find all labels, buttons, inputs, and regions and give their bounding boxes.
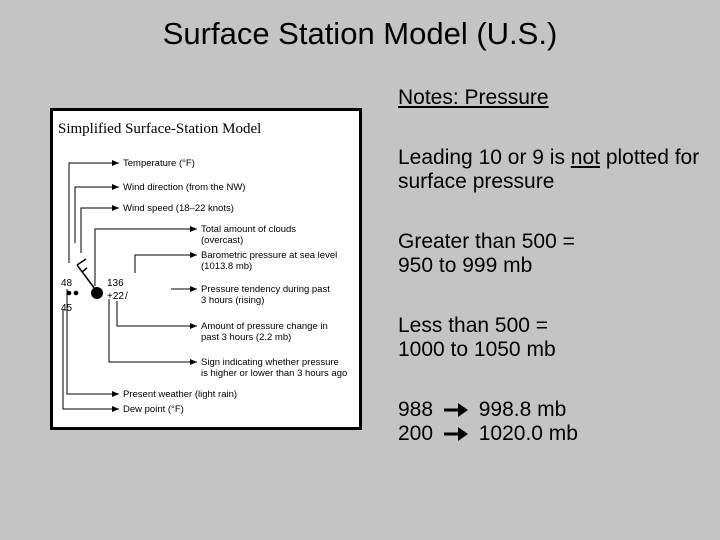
note-emphasis: not: [570, 146, 600, 169]
leader-present-weather: [67, 289, 119, 394]
arrowhead: [112, 406, 119, 412]
label-pressure-change-detail: past 3 hours (2.2 mb): [201, 332, 292, 343]
label-pressure-sign: Sign indicating whether pressure: [201, 357, 339, 368]
rain-dot: [74, 291, 79, 296]
rain-dot: [67, 291, 72, 296]
leader-wind-direction: [75, 187, 119, 243]
station-circle: [91, 287, 103, 299]
note-leading-digits: [398, 146, 708, 194]
note-text: Leading 10 or 9 is: [398, 146, 571, 169]
leader-wind-speed: [81, 208, 119, 253]
notes-heading: Notes: Pressure: [398, 86, 549, 109]
label-present-weather: Present weather (light rain): [123, 389, 238, 400]
arrowhead: [112, 184, 119, 190]
label-pressure: Barometric pressure at sea level: [201, 250, 338, 261]
arrowhead: [112, 391, 119, 397]
example-code: 988: [398, 398, 434, 421]
label-cloud-cover-detail: (overcast): [201, 235, 244, 246]
wind-barb-full: [77, 259, 86, 265]
leader-pressure: [135, 255, 197, 273]
wind-barb-half: [82, 268, 87, 272]
leader-temperature: [69, 163, 119, 263]
station-model-diagram: [53, 111, 359, 427]
example-pressure: 1020.0 mb: [478, 422, 578, 445]
note-text: plotted for surface pressure: [398, 146, 700, 193]
label-pressure-sign-detail: is higher or lower than 3 hours ago: [201, 368, 348, 379]
right-arrow-icon: [443, 402, 469, 418]
label-wind-direction: Wind direction (from the NW): [123, 182, 246, 193]
arrowhead: [190, 252, 197, 258]
note-line: Greater than 500 =: [398, 230, 575, 253]
arrowhead: [190, 359, 197, 365]
pressure-change-value: +22: [107, 291, 124, 302]
label-pressure-detail: (1013.8 mb): [201, 261, 253, 272]
label-wind-speed: Wind speed (18–22 knots): [123, 203, 234, 214]
example-row: [398, 398, 708, 422]
leader-pressure-sign: [109, 299, 197, 362]
example-pressure: 998.8 mb: [478, 398, 567, 421]
arrowhead: [190, 286, 197, 292]
label-tendency: Pressure tendency during past: [201, 284, 330, 295]
pressure-value: 136: [107, 278, 124, 289]
arrowhead: [190, 226, 197, 232]
label-pressure-change: Amount of pressure change in: [201, 321, 328, 332]
note-greater-than-500: [398, 230, 708, 278]
dew-point-value: 45: [61, 303, 73, 314]
temperature-value: 48: [61, 278, 73, 289]
station-model-figure: [50, 108, 362, 430]
label-dew-point: Dew point (°F): [123, 404, 184, 415]
slide-title: Surface Station Model (U.S.): [162, 16, 558, 51]
figure-title: Simplified Surface-Station Model: [58, 121, 262, 137]
label-temperature: Temperature (°F): [123, 158, 195, 169]
arrowhead: [112, 160, 119, 166]
arrowhead: [190, 323, 197, 329]
note-line: 950 to 999 mb: [398, 254, 533, 277]
leader-pressure-change: [117, 301, 197, 326]
arrowhead: [112, 205, 119, 211]
note-line: 1000 to 1050 mb: [398, 338, 556, 361]
example-row: [398, 422, 708, 446]
notes-panel: [398, 86, 708, 482]
label-cloud-cover: Total amount of clouds: [201, 224, 297, 235]
label-tendency-detail: 3 hours (rising): [201, 295, 265, 306]
right-arrow-icon: [443, 426, 469, 442]
example-code: 200: [398, 422, 434, 445]
pressure-tendency-symbol: /: [125, 291, 128, 302]
note-line: Less than 500 =: [398, 314, 549, 337]
note-examples: [398, 398, 708, 446]
note-less-than-500: [398, 314, 708, 362]
